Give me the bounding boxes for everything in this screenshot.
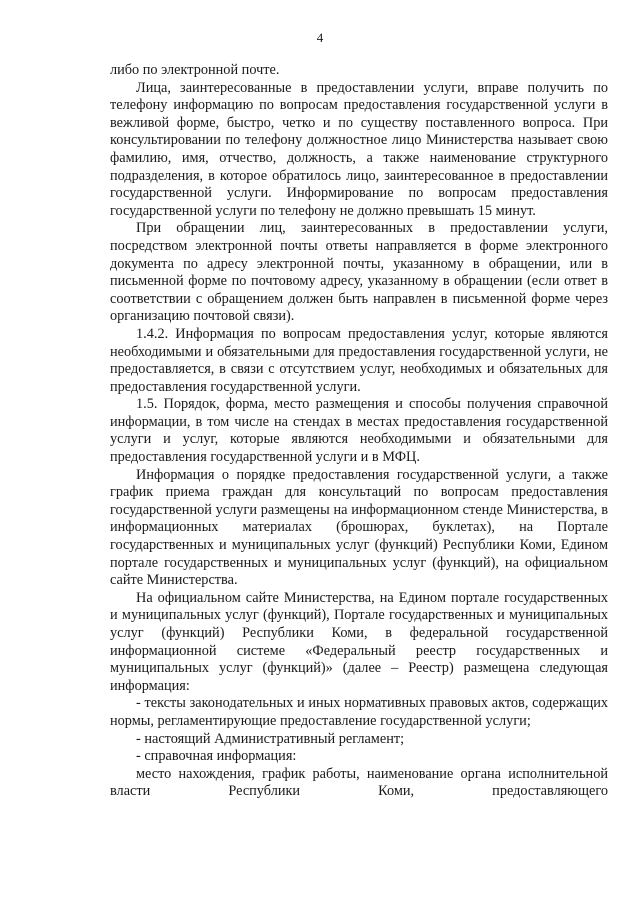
- paragraph: При обращении лиц, заинтересованных в предоставлении услуги, посредством электронной почты ответы направляется в форме электронного документа по адресу электронной почты, указанному в обращении, или в письменной форме по почтовому адресу, указанному в обращении (если ответ в соответствии с обращением должен быть направлен в письменной форме через организацию почтовой связи).: [110, 220, 608, 325]
- paragraph: На официальном сайте Министерства, на Едином портале государственных и муниципальных услуг (функций), Портале государственных и муниципальных услуг (функций) Республики Коми, в федеральной государственной информационной системе «Федеральный реестр государственных и муниципальных услуг (функций)» (далее – Реестр) размещена следующая информация:: [110, 589, 608, 694]
- list-item: - тексты законодательных и иных нормативных правовых актов, содержащих нормы, регламентирующие предоставление государственной услуги;: [110, 695, 608, 729]
- page-number: 4: [316, 30, 324, 45]
- paragraph: Информация о порядке предоставления государственной услуги, а также график приема граждан для консультаций по вопросам предоставления государственной услуги размещены на информационном стенде Министерства, в информационных материалах (брошюрах, буклетах), на Портале государственных и муниципальных услуг (функций) Республики Коми, Едином портале государственных и муниципальных услуг (функций), на официальном сайте Министерства.: [110, 466, 608, 589]
- paragraph: 1.5. Порядок, форма, место размещения и способы получения справочной информации, в том числе на стендах в местах предоставления государственной услуги и услуг, которые являются необходимыми и обязательными для предоставления государственной услуги и в МФЦ.: [110, 396, 608, 466]
- paragraph: Лица, заинтересованные в предоставлении услуги, вправе получить по телефону информацию по вопросам предоставления государственной услуги в вежливой форме, быстро, четко и по существу поставленного вопроса. При консультировании по телефону должностное лицо Министерства называет свою фамилию, имя, отчество, должность, а также наименование структурного подразделения, в которое обратилось лицо, заинтересованное в предоставлении государственной услуги. Информирование по вопросам предоставления государственной услуги по телефону не должно превышать 15 минут.: [110, 79, 608, 219]
- list-item: - настоящий Административный регламент;: [136, 730, 405, 747]
- list-item: - справочная информация:: [136, 748, 297, 765]
- paragraph: место нахождения, график работы, наименование органа исполнительной власти Республики Коми, предоставляющего: [110, 765, 608, 800]
- paragraph: либо по электронной почте.: [110, 62, 280, 78]
- document-body: [110, 62, 608, 801]
- paragraph: 1.4.2. Информация по вопросам предоставления услуг, которые являются необходимыми и обязательными для предоставления государственной услуги, не предоставляется, в связи с отсутствием услуг, необходимых и обязательных для предоставления государственной услуги.: [110, 325, 608, 395]
